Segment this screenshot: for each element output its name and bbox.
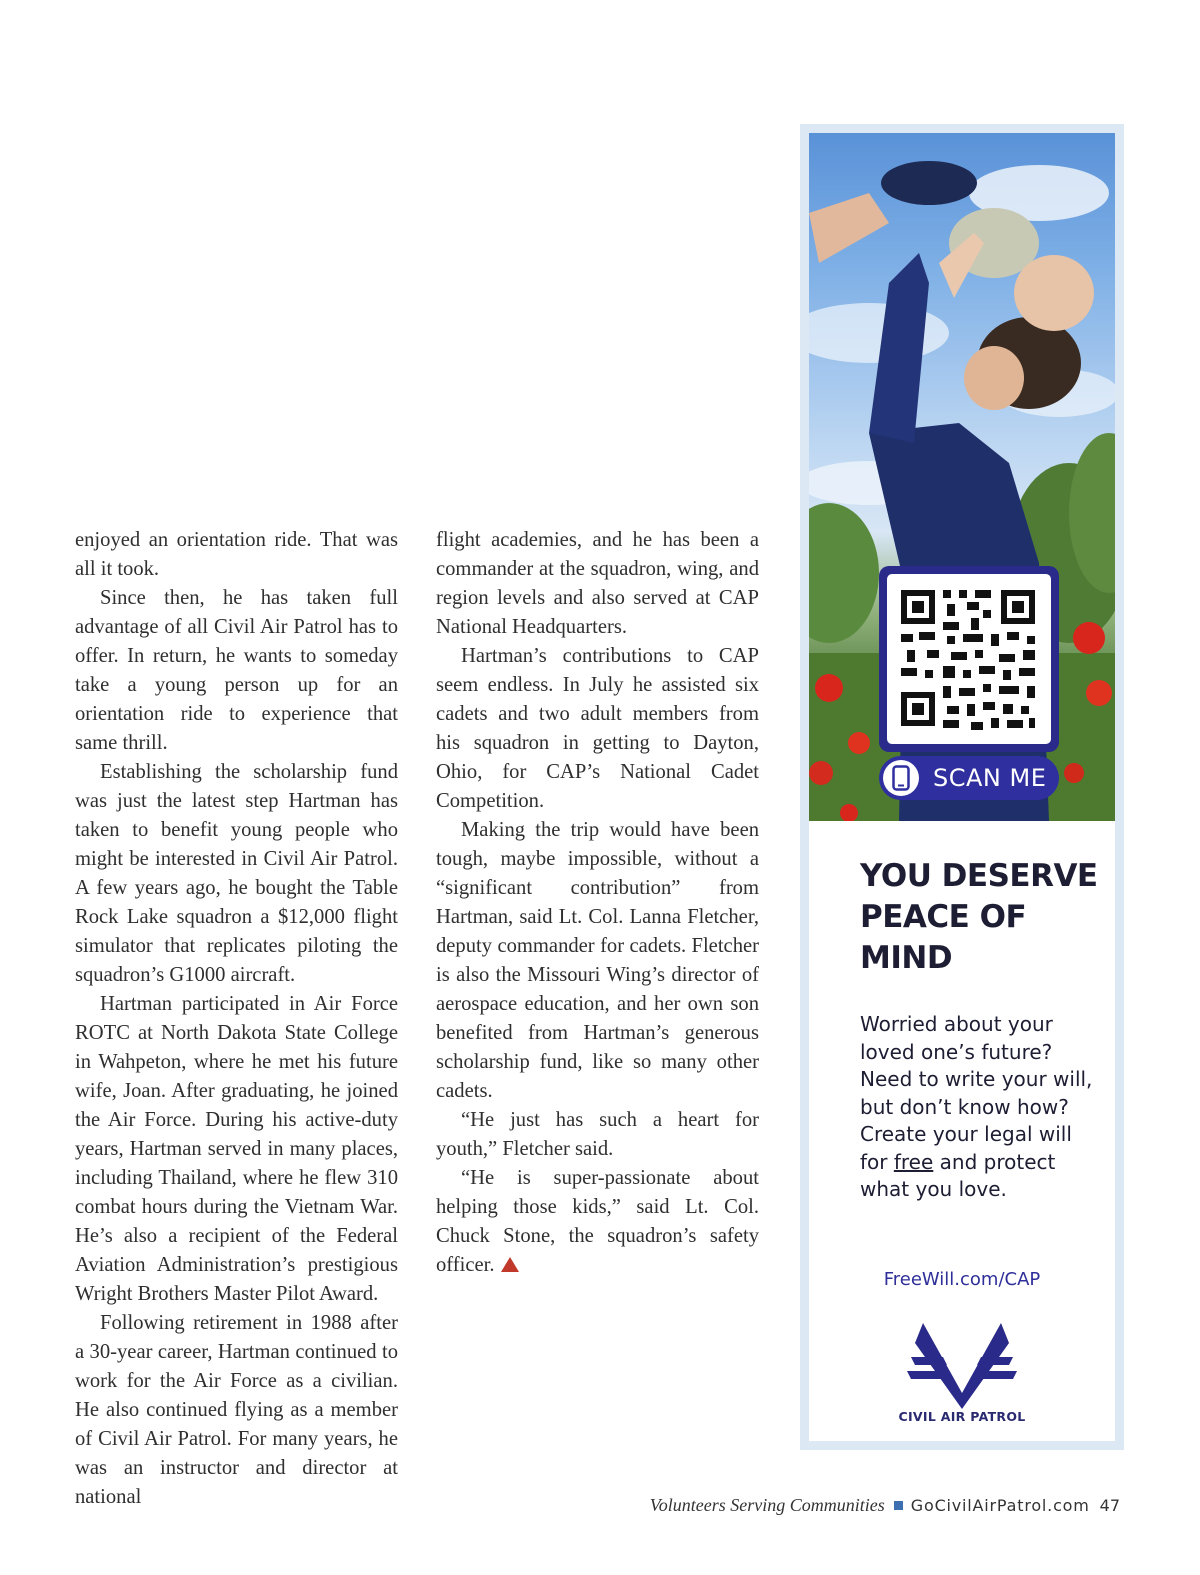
- freewill-advertisement[interactable]: [800, 124, 1124, 1450]
- article-paragraph: “He just has such a heart for youth,” Fletcher said.: [436, 1109, 759, 1160]
- qr-code-icon: [887, 574, 1051, 744]
- qr-code-frame[interactable]: [879, 566, 1059, 752]
- article-column-2: [436, 526, 759, 1280]
- ad-body-text: [860, 1011, 1100, 1204]
- civil-air-patrol-logo-icon: [905, 1323, 1019, 1409]
- ad-body-free: free: [893, 1149, 934, 1174]
- article-paragraph: Since then, he has taken full advantage of all Civil Air Patrol has to offer. In return, he wants to someday take a young person up for an orientation ride to experience that same thrill.: [75, 587, 398, 754]
- article-paragraph-text: “He is super-passionate about helping those kids,” said Lt. Col. Chuck Stone, the squadron’s safety officer.: [436, 1167, 759, 1276]
- qr-code[interactable]: [887, 574, 1051, 744]
- end-of-article-triangle-icon: [501, 1257, 519, 1272]
- ad-body-part: Worried about your loved one’s future? Need to write your will, but don’t know how? Create your legal will for: [860, 1012, 1093, 1174]
- ad-url-link[interactable]: FreeWill.com/CAP: [883, 1269, 1041, 1290]
- article-paragraph: enjoyed an orientation ride. That was all it took.: [75, 529, 398, 580]
- article-paragraph: Establishing the scholarship fund was just the latest step Hartman has taken to benefit young people who might be interested in Civil Air Patrol. A few years ago, he bought the Table Rock Lake squadron a $12,000 flight simulator that replicates piloting the squadron’s G1000 aircraft.: [75, 761, 398, 986]
- page-footer: [650, 1495, 1120, 1516]
- footer-website[interactable]: GoCivilAirPatrol.com: [910, 1496, 1090, 1515]
- scan-me-button[interactable]: [879, 756, 1059, 800]
- phone-icon-glyph: [892, 765, 910, 791]
- article-paragraph: flight academies, and he has been a commander at the squadron, wing, and region levels and also served at CAP National Headquarters.: [436, 529, 759, 638]
- footer-tagline: Volunteers Serving Communities: [649, 1495, 885, 1515]
- footer-separator-square-icon: [894, 1501, 903, 1510]
- article-paragraph: Hartman’s contributions to CAP seem endless. In July he assisted six cadets and two adult members from his squadron in getting to Dayton, Ohio, for CAP’s National Cadet Competition.: [436, 645, 759, 812]
- cap-logo-text: CIVIL AIR PATROL: [898, 1409, 1026, 1424]
- article-column-1: [75, 526, 398, 1512]
- ad-panel: [809, 133, 1115, 1441]
- page-number: 47: [1099, 1496, 1120, 1515]
- ad-body-part: and protect what you love.: [860, 1149, 1056, 1201]
- article-paragraph: [436, 1164, 759, 1280]
- ad-headline: YOU DESERVE PEACE OF MIND: [860, 858, 1098, 976]
- article-paragraph: Following retirement in 1988 after a 30-year career, Hartman continued to work for the Air Force as a civilian. He also continued flying as a member of Civil Air Patrol. For many years, he was an instructor and director at national: [75, 1312, 398, 1508]
- phone-icon: [883, 760, 919, 796]
- article-paragraph: Hartman participated in Air Force ROTC at North Dakota State College in Wahpeton, where he met his future wife, Joan. After graduating, he joined the Air Force. During his active-duty years, Hartman served in many places, including Thailand, where he flew 310 combat hours during the Vietnam War. He’s also a recipient of the Federal Aviation Administration’s prestigious Wright Brothers Master Pilot Award.: [75, 993, 398, 1305]
- article-paragraph: Making the trip would have been tough, maybe impossible, without a “significant contribution” from Hartman, said Lt. Col. Lanna Fletcher, deputy commander for cadets. Fletcher is also the Missouri Wing’s director of aerospace education, and her own son benefited from Hartman’s generous scholarship fund, like so many other cadets.: [436, 819, 759, 1102]
- scan-me-label: SCAN ME: [933, 764, 1047, 792]
